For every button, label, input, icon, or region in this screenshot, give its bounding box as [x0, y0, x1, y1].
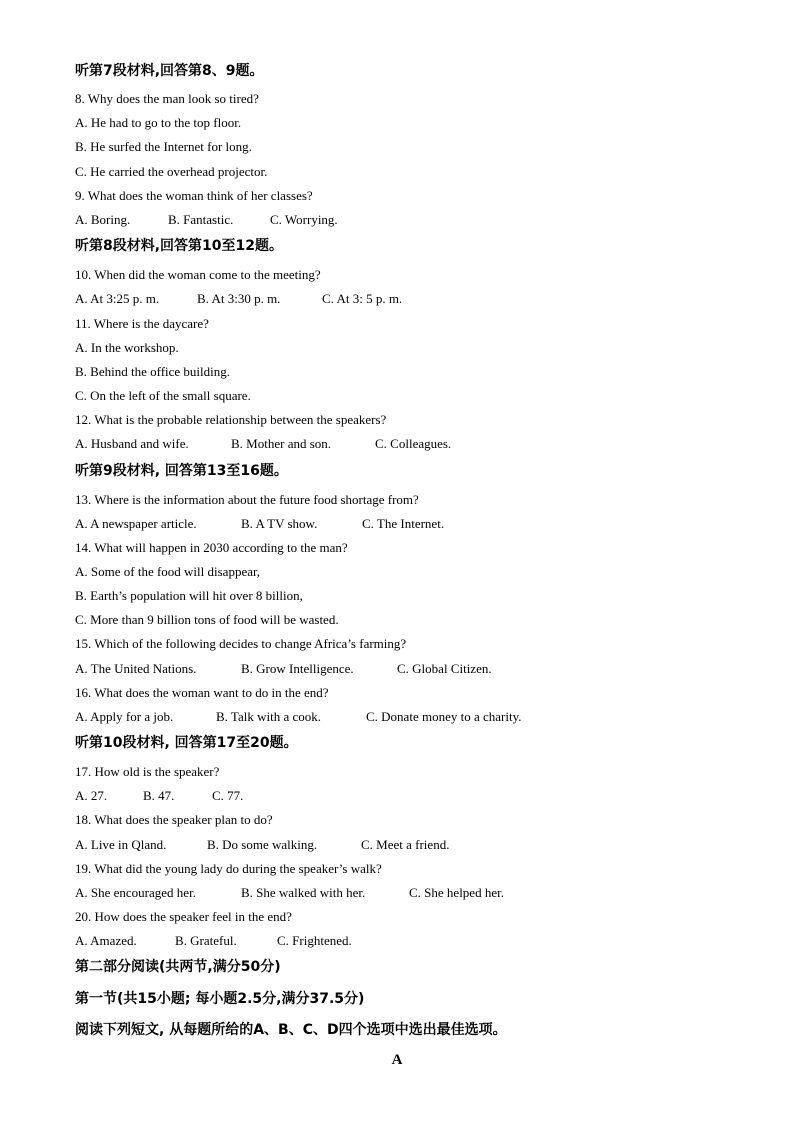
option-10b: B. At 3:30 p. m. [197, 291, 281, 306]
option-13a: A. A newspaper article. [75, 516, 197, 531]
section-heading-7: 听第7段材料,回答第8、9题。 [75, 63, 264, 79]
option-18c: C. Meet a friend. [361, 837, 450, 852]
section-heading-8: 听第8段材料,回答第10至12题。 [75, 238, 284, 254]
option-18a: A. Live in Qland. [75, 837, 167, 852]
option-9a: A. Boring. [75, 212, 131, 227]
passage-label: A [391, 1052, 403, 1068]
question-8: 8. Why does the man look so tired? [75, 91, 259, 106]
option-17c: C. 77. [212, 788, 244, 803]
option-11b: B. Behind the office building. [75, 364, 231, 379]
reading-instruction: 阅读下列短文, 从每题所给的A、B、C、D四个选项中选出最佳选项。 [75, 1022, 507, 1038]
option-20b: B. Grateful. [175, 933, 237, 948]
option-15a: A. The United Nations. [75, 661, 197, 676]
options-13 [75, 516, 715, 532]
option-16a: A. Apply for a job. [75, 709, 174, 724]
option-12b: B. Mother and son. [231, 436, 332, 451]
option-13b: B. A TV show. [241, 516, 318, 531]
option-18b: B. Do some walking. [207, 837, 318, 852]
options-20 [75, 933, 715, 949]
question-12: 12. What is the probable relationship between the speakers? [75, 412, 387, 427]
option-14a: A. Some of the food will disappear, [75, 564, 261, 579]
question-20: 20. How does the speaker feel in the end? [75, 909, 292, 924]
option-8a: A. He had to go to the top floor. [75, 115, 242, 130]
section-one-heading: 第一节(共15小题; 每小题2.5分,满分37.5分) [75, 991, 365, 1007]
option-14c: C. More than 9 billion tons of food will be wasted. [75, 612, 339, 627]
options-15 [75, 661, 715, 677]
question-16: 16. What does the woman want to do in the end? [75, 685, 329, 700]
question-18: 18. What does the speaker plan to do? [75, 812, 273, 827]
option-9b: B. Fantastic. [168, 212, 234, 227]
option-17b: B. 47. [143, 788, 175, 803]
option-12c: C. Colleagues. [375, 436, 452, 451]
option-11c: C. On the left of the small square. [75, 388, 251, 403]
option-13c: C. The Internet. [362, 516, 445, 531]
option-19a: A. She encouraged her. [75, 885, 196, 900]
question-11: 11. Where is the daycare? [75, 316, 209, 331]
option-19c: C. She helped her. [409, 885, 504, 900]
option-14b: B. Earth’s population will hit over 8 billion, [75, 588, 303, 603]
option-8c: C. He carried the overhead projector. [75, 164, 268, 179]
question-10: 10. When did the woman come to the meeting? [75, 267, 321, 282]
option-12a: A. Husband and wife. [75, 436, 189, 451]
part-two-heading: 第二部分阅读(共两节,满分50分) [75, 959, 281, 975]
options-12 [75, 436, 715, 452]
option-11a: A. In the workshop. [75, 340, 179, 355]
options-19 [75, 885, 715, 901]
option-20a: A. Amazed. [75, 933, 137, 948]
question-15: 15. Which of the following decides to change Africa’s farming? [75, 636, 407, 651]
question-17: 17. How old is the speaker? [75, 764, 220, 779]
option-15c: C. Global Citizen. [397, 661, 492, 676]
option-20c: C. Frightened. [277, 933, 352, 948]
question-13: 13. Where is the information about the future food shortage from? [75, 492, 419, 507]
option-10a: A. At 3:25 p. m. [75, 291, 160, 306]
options-18 [75, 837, 715, 853]
option-19b: B. She walked with her. [241, 885, 366, 900]
option-8b: B. He surfed the Internet for long. [75, 139, 252, 154]
question-14: 14. What will happen in 2030 according to the man? [75, 540, 348, 555]
section-heading-10: 听第10段材料, 回答第17至20题。 [75, 735, 298, 751]
option-15b: B. Grow Intelligence. [241, 661, 354, 676]
options-16 [75, 709, 715, 725]
question-19: 19. What did the young lady do during the speaker’s walk? [75, 861, 382, 876]
options-10 [75, 291, 715, 307]
options-17 [75, 788, 715, 804]
options-9 [75, 212, 715, 228]
option-9c: C. Worrying. [270, 212, 338, 227]
option-16c: C. Donate money to a charity. [366, 709, 522, 724]
option-17a: A. 27. [75, 788, 108, 803]
question-9: 9. What does the woman think of her classes? [75, 188, 313, 203]
section-heading-9: 听第9段材料, 回答第13至16题。 [75, 463, 288, 479]
option-10c: C. At 3: 5 p. m. [322, 291, 403, 306]
option-16b: B. Talk with a cook. [216, 709, 322, 724]
